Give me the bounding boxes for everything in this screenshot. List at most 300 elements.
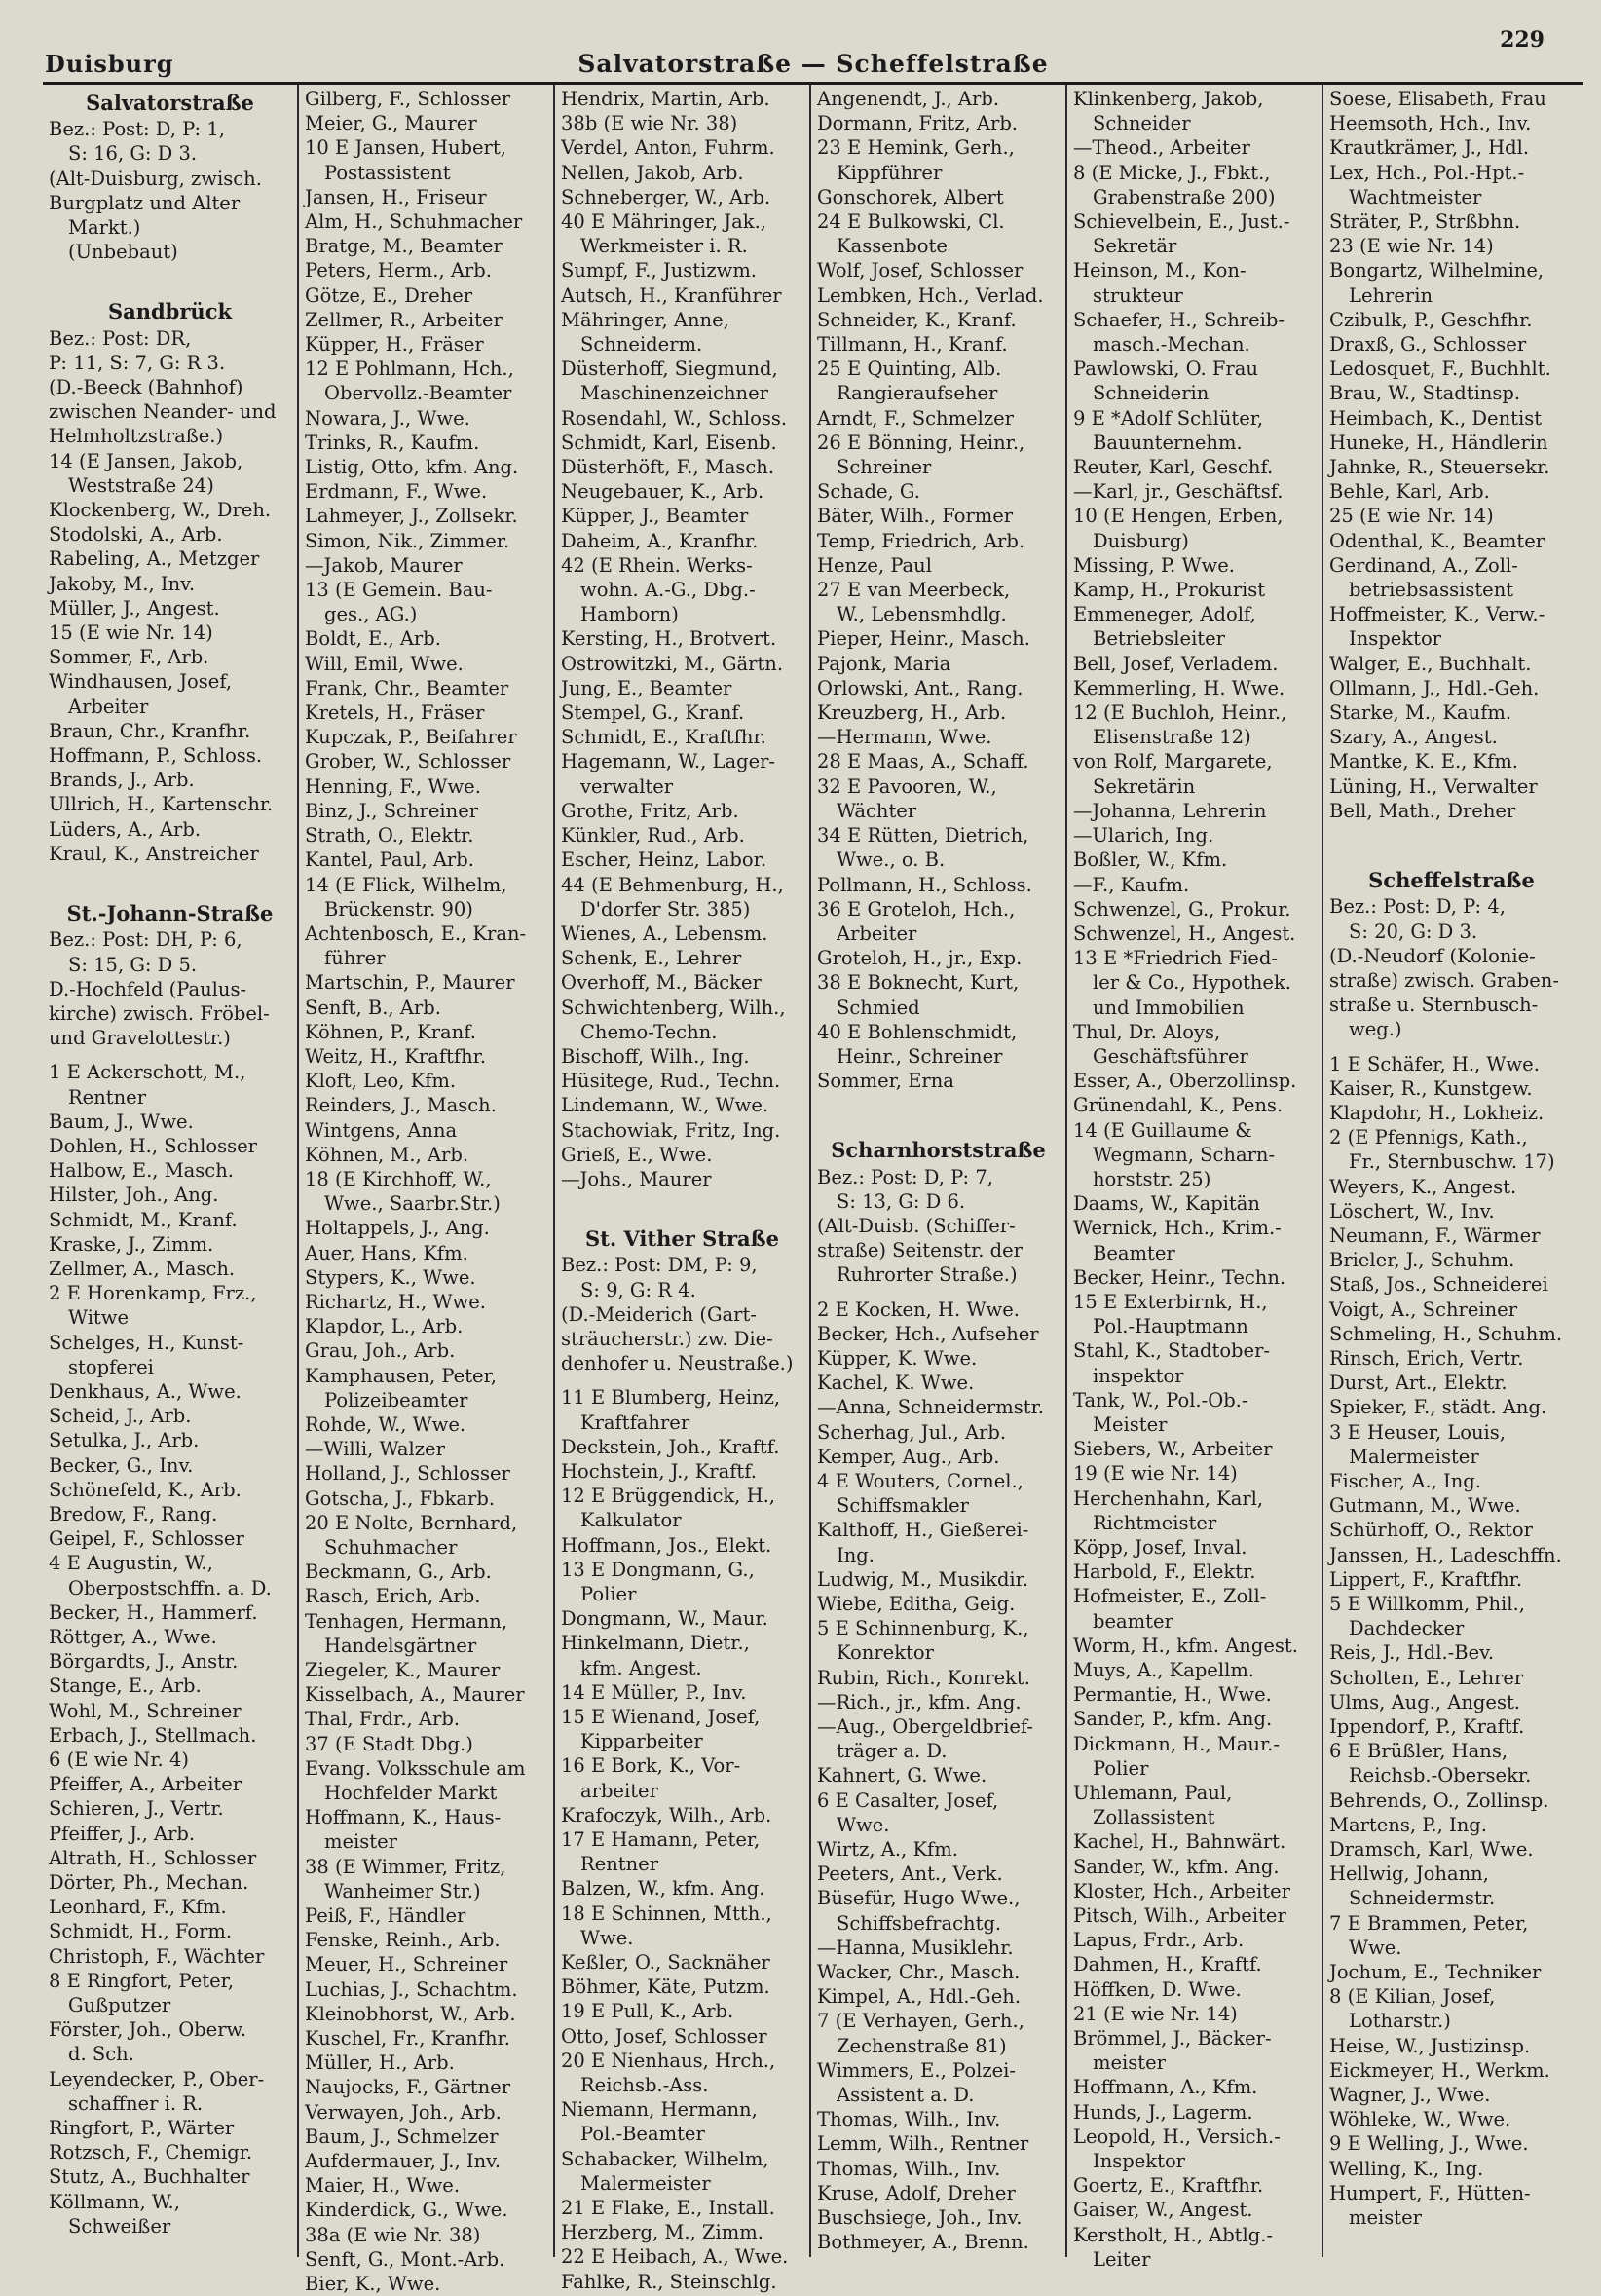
directory-entry: Götze, E., Dreher xyxy=(305,283,473,307)
directory-entry: 37 (E Stadt Dbg.) xyxy=(305,1732,473,1755)
directory-entry: Dickmann, H., Maur.- xyxy=(1073,1732,1280,1755)
directory-entry: Wwe. xyxy=(1349,1936,1402,1959)
directory-entry: Binz, J., Schreiner xyxy=(305,799,479,822)
directory-entry: Bez.: Post: DM, P: 9, xyxy=(561,1254,758,1277)
directory-entry: von Rolf, Margarete, xyxy=(1073,750,1273,773)
directory-column xyxy=(43,85,299,2257)
directory-entry: Wolf, Josef, Schlosser xyxy=(817,259,1024,282)
directory-entry: Behrends, O., Zollinsp. xyxy=(1329,1788,1549,1812)
directory-entry: und Immobilien xyxy=(1093,996,1245,1019)
directory-entry: Heise, W., Justizinsp. xyxy=(1329,2034,1531,2057)
directory-entry: Böhmer, Käte, Putzm. xyxy=(561,1976,770,1999)
directory-entry: Zollassistent xyxy=(1093,1806,1215,1829)
directory-entry: Wegmann, Scharn- xyxy=(1093,1143,1276,1166)
directory-entry: Peiß, F., Händler xyxy=(305,1904,466,1928)
directory-entry: Börgardts, J., Anstr. xyxy=(49,1650,239,1674)
directory-entry: Kupczak, P., Beifahrer xyxy=(305,726,517,749)
directory-entry: Büsefür, Hugo Wwe., xyxy=(817,1887,1021,1910)
directory-entry: Buschsiege, Joh., Inv. xyxy=(817,2206,1023,2230)
directory-entry: Aufdermauer, J., Inv. xyxy=(305,2150,502,2173)
directory-entry: Bongartz, Wilhelmine, xyxy=(1329,259,1545,282)
directory-entry: Schelges, H., Kunst- xyxy=(49,1331,244,1354)
directory-entry: 18 (E Kirchhoff, W., xyxy=(305,1167,492,1190)
directory-entry: Schmidt, E., Kraftfhr. xyxy=(561,726,766,749)
directory-entry: Arndt, F., Schmelzer xyxy=(817,406,1015,430)
directory-entry: Nowara, J., Wwe. xyxy=(305,406,470,430)
directory-entry: Jung, E., Beamter xyxy=(561,676,732,699)
directory-entry: 25 E Quinting, Alb. xyxy=(817,358,1002,381)
directory-entry: —Rich., jr., kfm. Ang. xyxy=(817,1690,1022,1713)
directory-entry: Bez.: Post: D, P: 1, xyxy=(49,118,225,141)
directory-entry: Pajonk, Maria xyxy=(817,652,951,675)
directory-entry: 27 E van Meerbeck, xyxy=(817,579,1011,602)
directory-entry: Brückenstr. 90) xyxy=(324,897,473,921)
directory-entry: Wwe. xyxy=(837,1813,890,1836)
directory-entry: Trinks, R., Kaufm. xyxy=(305,431,480,454)
directory-entry: S: 13, G: D 6. xyxy=(837,1189,966,1213)
directory-entry: Sekretärin xyxy=(1093,774,1196,798)
directory-entry: Leiter xyxy=(1093,2247,1151,2271)
directory-entry: Kleinobhorst, W., Arb. xyxy=(305,2002,516,2025)
directory-entry: betriebsassistent xyxy=(1349,579,1514,602)
directory-entry: Hellwig, Johann, xyxy=(1329,1863,1489,1886)
directory-entry: straße) Seitenstr. der xyxy=(817,1239,1023,1262)
directory-entry: Wacker, Chr., Masch. xyxy=(817,1961,1021,1984)
directory-entry: Maier, H., Wwe. xyxy=(305,2174,461,2198)
directory-entry: Sander, P., kfm. Ang. xyxy=(1073,1708,1273,1731)
directory-entry: Verdel, Anton, Fuhrm. xyxy=(561,136,775,160)
directory-entry: —Theod., Arbeiter xyxy=(1073,136,1250,160)
directory-entry: Grünendahl, K., Pens. xyxy=(1073,1094,1284,1117)
directory-entry: Emmeneger, Adolf, xyxy=(1073,603,1256,626)
directory-entry: —Johanna, Lehrerin xyxy=(1073,799,1267,822)
directory-entry: Schmied xyxy=(837,996,920,1019)
directory-entry: d. Sch. xyxy=(68,2043,134,2066)
directory-entry: 1 E Ackerschott, M., xyxy=(49,1061,246,1084)
directory-entry: Erbach, J., Stellmach. xyxy=(49,1723,257,1747)
directory-entry: 14 (E Flick, Wilhelm, xyxy=(305,873,507,896)
directory-entry: Siebers, W., Arbeiter xyxy=(1073,1438,1273,1461)
directory-entry: Denkhaus, A., Wwe. xyxy=(49,1379,242,1403)
directory-entry: 15 E Exterbirnk, H., xyxy=(1073,1290,1268,1313)
directory-entry: arbeiter xyxy=(580,1779,658,1802)
directory-entry: Kamphausen, Peter, xyxy=(305,1364,497,1387)
directory-entry: 38 E Boknecht, Kurt, xyxy=(817,971,1020,995)
directory-entry: Scheid, J., Arb. xyxy=(49,1405,192,1428)
directory-entry: Henze, Paul xyxy=(817,553,932,577)
directory-entry: Kachel, K. Wwe. xyxy=(817,1372,975,1395)
directory-entry: 11 E Blumberg, Heinz, xyxy=(561,1386,781,1410)
directory-entry: —F., Kaufm. xyxy=(1073,873,1190,896)
directory-entry: Kretels, H., Fräser xyxy=(305,701,485,725)
directory-entry: 28 E Maas, A., Schaff. xyxy=(817,750,1029,773)
directory-entry: Röttger, A., Wwe. xyxy=(49,1625,217,1648)
directory-entry: Angenendt, J., Arb. xyxy=(817,88,1000,110)
directory-entry: Herchenhahn, Karl, xyxy=(1073,1487,1264,1510)
directory-entry: Boldt, E., Arb. xyxy=(305,627,441,651)
directory-entry: Chemo-Techn. xyxy=(580,1020,718,1043)
directory-entry: 21 (E wie Nr. 14) xyxy=(1073,2002,1238,2025)
directory-entry: Konrektor xyxy=(837,1641,934,1665)
directory-entry: Sumpf, F., Justizwm. xyxy=(561,259,758,282)
directory-entry: Rabeling, A., Metzger xyxy=(49,547,260,571)
directory-entry: Ulms, Aug., Angest. xyxy=(1329,1690,1520,1713)
directory-entry: Dahmen, H., Kraftf. xyxy=(1073,1953,1262,1976)
directory-entry: Zellmer, A., Masch. xyxy=(49,1257,236,1280)
directory-entry: Lüning, H., Verwalter xyxy=(1329,774,1538,798)
directory-entry: Lüders, A., Arb. xyxy=(49,817,202,841)
directory-entry: Pfeiffer, A., Arbeiter xyxy=(49,1773,242,1796)
directory-entry: Jahnke, R., Steuersekr. xyxy=(1329,456,1550,479)
directory-entry: Grau, Joh., Arb. xyxy=(305,1339,456,1363)
spacer xyxy=(49,264,291,295)
directory-entry: Stange, E., Arb. xyxy=(49,1675,202,1698)
directory-entry: Ziegeler, K., Maurer xyxy=(305,1659,501,1681)
directory-entry: Huneke, H., Händlerin xyxy=(1329,431,1548,454)
directory-entry: 34 E Rütten, Dietrich, xyxy=(817,824,1029,847)
directory-entry: Halbow, E., Masch. xyxy=(49,1159,234,1183)
directory-entry: 8 (E Kilian, Josef, xyxy=(1329,1985,1496,2009)
directory-entry: Achtenbosch, E., Kran- xyxy=(305,922,527,945)
directory-entry: Dohlen, H., Schlosser xyxy=(49,1134,257,1157)
directory-entry: Becker, G., Inv. xyxy=(49,1453,194,1477)
directory-entry: Kippführer xyxy=(837,161,943,184)
directory-entry: Simon, Nik., Zimmer. xyxy=(305,529,510,552)
directory-entry: Schaefer, H., Schreib- xyxy=(1073,308,1285,331)
directory-entry: Kreuzberg, H., Arb. xyxy=(817,701,1007,725)
directory-entry: Kinderdick, G., Wwe. xyxy=(305,2199,508,2222)
directory-entry: 10 E Jansen, Hubert, xyxy=(305,136,506,160)
directory-entry: Schneider, K., Kranf. xyxy=(817,308,1017,331)
directory-entry: Polizeibeamter xyxy=(324,1388,468,1411)
directory-entry: Polier xyxy=(1093,1756,1149,1780)
directory-entry: Lembken, Hch., Verlad. xyxy=(817,283,1044,307)
directory-entry: horststr. 25) xyxy=(1093,1167,1211,1190)
directory-entry: Permantie, H., Wwe. xyxy=(1073,1683,1272,1707)
directory-entry: Reichsb.-Ass. xyxy=(580,2074,709,2097)
directory-entry: Müller, H., Arb. xyxy=(305,2051,455,2075)
directory-entry: 23 (E wie Nr. 14) xyxy=(1329,235,1494,258)
directory-entry: Witwe xyxy=(68,1306,130,1330)
directory-entry: (D.-Neudorf (Kolonie- xyxy=(1329,944,1536,967)
directory-entry: Fr., Sternbuschw. 17) xyxy=(1349,1150,1555,1174)
directory-entry: 14 (E Guillaume & xyxy=(1073,1118,1252,1142)
directory-entry: Baum, J., Schmelzer xyxy=(305,2125,499,2148)
directory-entry: Hilster, Joh., Ang. xyxy=(49,1184,219,1207)
directory-entry: Schmidt, Karl, Eisenb. xyxy=(561,431,777,454)
directory-entry: Bothmeyer, A., Brenn. xyxy=(817,2231,1029,2254)
directory-entry: Lippert, F., Kraftfhr. xyxy=(1329,1567,1523,1591)
directory-entry: 7 E Brammen, Peter, xyxy=(1329,1911,1529,1935)
spacer xyxy=(1329,823,1574,854)
directory-entry: Altrath, H., Schlosser xyxy=(49,1846,257,1869)
directory-entry: 2 E Horenkamp, Frz., xyxy=(49,1282,257,1305)
directory-entry: S: 9, G: R 4. xyxy=(580,1278,696,1301)
directory-entry: Lindemann, W., Wwe. xyxy=(561,1094,769,1117)
directory-entry: Lehrerin xyxy=(1349,283,1433,307)
street-range-title: Salvatorstraße — Scheffelstraße xyxy=(577,50,1049,78)
spacer xyxy=(49,866,291,897)
directory-entry: Christoph, F., Wächter xyxy=(49,1944,265,1968)
directory-entry: Burgplatz und Alter xyxy=(49,191,241,214)
directory-entry: Behle, Karl, Arb. xyxy=(1329,480,1490,504)
directory-entry: Küpper, K. Wwe. xyxy=(817,1346,978,1370)
directory-entry: weg.) xyxy=(1349,1018,1402,1041)
directory-entry: Hunds, J., Lagerm. xyxy=(1073,2100,1253,2124)
directory-entry: Lapus, Frdr., Arb. xyxy=(1073,1929,1245,1952)
directory-entry: Auer, Hans, Kfm. xyxy=(305,1241,468,1264)
directory-entry: 13 (E Gemein. Bau- xyxy=(305,579,493,602)
directory-entry: Will, Emil, Wwe. xyxy=(305,652,464,675)
spacer xyxy=(1329,854,1574,864)
directory-entry: Sommer, Erna xyxy=(817,1070,954,1093)
directory-entry: Rentner xyxy=(68,1085,147,1109)
directory-entry: Gußputzer xyxy=(68,1994,171,2017)
directory-entry: Rentner xyxy=(580,1853,659,1876)
directory-entry: Gonschorek, Albert xyxy=(817,185,1004,208)
directory-entry: Gaiser, W., Angest. xyxy=(1073,2199,1253,2222)
directory-entry: Heimbach, K., Dentist xyxy=(1329,406,1543,430)
directory-entry: Jakoby, M., Inv. xyxy=(49,572,196,595)
directory-entry: Wagner, J., Wwe. xyxy=(1329,2084,1491,2107)
directory-entry: Maschinenzeichner xyxy=(580,382,768,405)
directory-entry: Rohde, W., Wwe. xyxy=(305,1412,466,1436)
directory-entry: Dörter, Ph., Mechan. xyxy=(49,1871,249,1895)
directory-entry: Schneiderm. xyxy=(580,333,703,357)
directory-entry: meister xyxy=(324,1830,397,1854)
directory-entry: Stempel, G., Kranf. xyxy=(561,701,745,725)
directory-entry: Kraftfahrer xyxy=(580,1411,690,1434)
directory-entry: Bell, Josef, Verladem. xyxy=(1073,652,1279,675)
directory-entry: (D.-Beeck (Bahnhof) xyxy=(49,376,243,399)
directory-entry: Rasch, Erich, Arb. xyxy=(305,1585,481,1608)
directory-entry: 16 E Bork, K., Vor- xyxy=(561,1754,741,1778)
directory-entry: Schneberger, W., Arb. xyxy=(561,185,771,208)
directory-entry: Stachowiak, Fritz, Ing. xyxy=(561,1118,781,1142)
directory-entry: Beamter xyxy=(1093,1241,1175,1264)
directory-entry: Bratge, M., Beamter xyxy=(305,235,503,258)
directory-entry: Holtappels, J., Ang. xyxy=(305,1217,490,1240)
street-heading: Salvatorstraße xyxy=(86,91,254,115)
directory-entry: Helmholtzstraße.) xyxy=(49,425,224,448)
directory-entry: Köllmann, W., xyxy=(49,2190,180,2213)
directory-entry: Hoffmann, P., Schloss. xyxy=(49,744,263,768)
directory-entry: Bell, Math., Dreher xyxy=(1329,799,1516,822)
directory-entry: Jochum, E., Techniker xyxy=(1329,1961,1542,1984)
directory-entry: Muys, A., Kapellm. xyxy=(1073,1659,1255,1681)
directory-entry: Lahmeyer, J., Zollsekr. xyxy=(305,505,518,528)
directory-entry: 13 E Dongmann, G., xyxy=(561,1558,755,1581)
directory-column xyxy=(555,85,811,2293)
directory-entry: inspektor xyxy=(1093,1364,1184,1387)
directory-entry: Kalthoff, H., Gießerei- xyxy=(817,1519,1029,1542)
directory-entry: Elisenstraße 12) xyxy=(1093,726,1251,749)
directory-entry: beamter xyxy=(1093,1609,1173,1633)
directory-entry: 9 E *Adolf Schlüter, xyxy=(1073,406,1264,430)
directory-entry: Zechenstraße 81) xyxy=(837,2034,1007,2057)
directory-entry: Listig, Otto, kfm. Ang. xyxy=(305,456,519,479)
directory-entry: Scherhag, Jul., Arb. xyxy=(817,1420,1007,1444)
directory-entry: S: 20, G: D 3. xyxy=(1349,920,1478,943)
directory-entry: Rubin, Rich., Konrekt. xyxy=(817,1666,1030,1689)
directory-entry: Schwichtenberg, Wilh., xyxy=(561,996,786,1019)
directory-entry: S: 15, G: D 5. xyxy=(68,953,198,976)
directory-entry: Ollmann, J., Hdl.-Geh. xyxy=(1329,676,1540,699)
directory-entry: Hüsitege, Rud., Techn. xyxy=(561,1070,781,1093)
directory-entry: Kimpel, A., Hdl.-Geh. xyxy=(817,1985,1022,2009)
directory-entry: Heinr., Schreiner xyxy=(837,1044,1003,1068)
directory-entry: Schuhmacher xyxy=(324,1535,458,1559)
directory-entry: Erdmann, F., Wwe. xyxy=(305,480,488,504)
directory-entry: Draxß, G., Schlosser xyxy=(1329,333,1527,357)
directory-entry: schaffner i. R. xyxy=(68,2091,204,2115)
directory-entry: 4 E Wouters, Cornel., xyxy=(817,1469,1024,1492)
directory-entry: Wimmers, E., Polzei- xyxy=(817,2058,1016,2082)
directory-entry: 6 (E wie Nr. 4) xyxy=(49,1749,189,1771)
directory-entry: Kerstholt, H., Abtlg.- xyxy=(1073,2223,1274,2246)
spacer xyxy=(561,1375,803,1385)
directory-entry: Kuschel, Fr., Kranfhr. xyxy=(305,2027,510,2051)
directory-entry: Boßler, W., Kfm. xyxy=(1073,848,1228,872)
directory-entry: Wohl, M., Schreiner xyxy=(49,1699,242,1722)
directory-entry: Klapdohr, H., Lokheiz. xyxy=(1329,1101,1545,1124)
directory-entry: Meister xyxy=(1093,1412,1168,1436)
directory-entry: Kemper, Aug., Arb. xyxy=(817,1445,1000,1468)
directory-entry: 8 (E Micke, J., Fbkt., xyxy=(1073,161,1271,184)
directory-entry: Hagemann, W., Lager- xyxy=(561,750,776,773)
directory-entry: Dachdecker xyxy=(1349,1617,1465,1640)
directory-entry: 21 E Flake, E., Install. xyxy=(561,2197,775,2220)
directory-entry: Ippendorf, P., Kraftf. xyxy=(1329,1715,1525,1738)
directory-entry: Fischer, A., Ing. xyxy=(1329,1469,1481,1492)
directory-entry: Mantke, K. E., Kfm. xyxy=(1329,750,1519,773)
directory-entry: Hochstein, J., Kraftf. xyxy=(561,1459,757,1483)
directory-entry: Ledosquet, F., Buchhlt. xyxy=(1329,358,1551,381)
directory-column xyxy=(1323,85,1580,2257)
directory-entry: Stodolski, A., Arb. xyxy=(49,523,223,546)
directory-entry: 22 E Heibach, A., Wwe. xyxy=(561,2245,789,2269)
directory-entry: Brömmel, J., Bäcker- xyxy=(1073,2027,1272,2051)
directory-entry: Kraul, K., Anstreicher xyxy=(49,842,259,865)
directory-entry: Oberpostschffn. a. D. xyxy=(68,1576,272,1600)
directory-entry: P: 11, S: 7, G: R 3. xyxy=(49,351,226,374)
directory-entry: Eickmeyer, H., Werkm. xyxy=(1329,2058,1550,2082)
directory-entry: —Jakob, Maurer xyxy=(305,553,463,577)
directory-entry: Senft, G., Mont.-Arb. xyxy=(305,2247,505,2271)
directory-entry: Klapdor, L., Arb. xyxy=(305,1315,464,1338)
directory-entry: Küpper, H., Fräser xyxy=(305,333,484,357)
directory-entry: Schwenzel, G., Prokur. xyxy=(1073,897,1291,921)
directory-entry: Strath, O., Elektr. xyxy=(305,824,474,847)
directory-entry: Pol.-Hauptmann xyxy=(1093,1315,1248,1338)
directory-entry: 19 E Pull, K., Arb. xyxy=(561,2000,734,2023)
directory-entry: Reis, J., Hdl.-Bev. xyxy=(1329,1641,1495,1665)
directory-entry: Bier, K., Wwe. xyxy=(305,2273,441,2296)
directory-entry: Hofmeister, E., Zoll- xyxy=(1073,1585,1267,1608)
street-heading: St.-Johann-Straße xyxy=(66,901,274,926)
directory-entry: 20 E Nolte, Bernhard, xyxy=(305,1511,518,1534)
directory-entry: sträucherstr.) zw. Die- xyxy=(561,1327,773,1350)
directory-entry: straße u. Sternbusch- xyxy=(1329,994,1539,1017)
directory-entry: Pieper, Heinr., Masch. xyxy=(817,627,1030,651)
street-heading: Scheffelstraße xyxy=(1368,868,1535,893)
directory-entry: Klinkenberg, Jakob, xyxy=(1073,88,1264,110)
directory-entry: Thomas, Wilh., Inv. xyxy=(817,2157,1001,2180)
directory-column xyxy=(1067,85,1323,2271)
directory-entry: Brau, W., Stadtinsp. xyxy=(1329,382,1521,405)
directory-entry: Inspektor xyxy=(1349,627,1442,651)
directory-entry: 15 (E wie Nr. 14) xyxy=(49,621,213,645)
directory-entry: 4 E Augustin, W., xyxy=(49,1552,213,1575)
directory-entry: Krafoczyk, Wilh., Arb. xyxy=(561,1803,772,1826)
directory-entry: Kipparbeiter xyxy=(580,1730,703,1753)
city-heading: Duisburg xyxy=(45,50,174,78)
directory-entry: Holland, J., Schlosser xyxy=(305,1462,510,1486)
directory-entry: —Willi, Walzer xyxy=(305,1438,445,1461)
directory-entry: Ludwig, M., Musikdir. xyxy=(817,1567,1029,1591)
directory-entry: 12 (E Buchloh, Heinr., xyxy=(1073,701,1287,725)
directory-entry: Balzen, W., kfm. Ang. xyxy=(561,1877,765,1901)
directory-entry: 20 E Nienhaus, Hrch., xyxy=(561,2049,776,2072)
directory-entry: Pitsch, Wilh., Arbeiter xyxy=(1073,1904,1286,1928)
directory-entry: Kemmerling, H. Wwe. xyxy=(1073,676,1285,699)
directory-entry: 17 E Hamann, Peter, xyxy=(561,1828,761,1852)
directory-entry: 14 E Müller, P., Inv. xyxy=(561,1680,747,1704)
directory-entry: Lex, Hch., Pol.-Hpt.- xyxy=(1329,161,1525,184)
directory-entry: Peters, Herm., Arb. xyxy=(305,259,492,282)
directory-entry: Escher, Heinz, Labor. xyxy=(561,848,767,872)
directory-entry: Senft, B., Arb. xyxy=(305,996,441,1019)
directory-entry: 32 E Pavooren, W., xyxy=(817,774,997,798)
directory-entry: Schmeling, H., Schuhm. xyxy=(1329,1322,1563,1345)
directory-entry: denhofer u. Neustraße.) xyxy=(561,1352,794,1375)
spacer xyxy=(817,1124,1060,1134)
directory-entry: Meier, G., Maurer xyxy=(305,112,477,135)
directory-entry: Förster, Joh., Oberw. xyxy=(49,2018,247,2042)
directory-entry: Pollmann, H., Schloss. xyxy=(817,873,1032,896)
directory-entry: Schabacker, Wilhelm, xyxy=(561,2147,769,2170)
street-heading: Scharnhorststraße xyxy=(831,1138,1046,1163)
directory-entry: Krautkrämer, J., Hdl. xyxy=(1329,136,1530,160)
directory-entry: —Hermann, Wwe. xyxy=(817,726,992,749)
directory-entry: Dongmann, W., Maur. xyxy=(561,1607,768,1631)
directory-entry: Schiffsbefrachtg. xyxy=(837,1911,1002,1935)
directory-entry: Orlowski, Ant., Rang. xyxy=(817,676,1024,699)
directory-entry: Dramsch, Karl, Wwe. xyxy=(1329,1838,1534,1862)
directory-entry: Grabenstraße 200) xyxy=(1093,185,1276,208)
directory-entry: Brands, J., Arb. xyxy=(49,769,195,792)
directory-entry: Scholten, E., Lehrer xyxy=(1329,1666,1524,1689)
directory-entry: Alm, H., Schuhmacher xyxy=(305,210,523,234)
directory-entry: und Gravelottestr.) xyxy=(49,1027,231,1050)
directory-entry: Walger, E., Buchhalt. xyxy=(1329,652,1532,675)
directory-entry: 2 E Kocken, H. Wwe. xyxy=(817,1298,1020,1321)
directory-entry: 15 E Wienand, Josef, xyxy=(561,1706,761,1728)
directory-entry: Bez.: Post: DH, P: 6, xyxy=(49,928,242,952)
directory-entry: Uhlemann, Paul, xyxy=(1073,1782,1233,1805)
directory-entry: Fahlke, R., Steinschlg. xyxy=(561,2270,777,2293)
directory-entry: Lotharstr.) xyxy=(1349,2010,1451,2033)
directory-entry: Malermeister xyxy=(1349,1445,1479,1468)
directory-entry: Ullrich, H., Kartenschr. xyxy=(49,793,274,816)
directory-entry: Naujocks, F., Gärtner xyxy=(305,2076,511,2099)
directory-entry: Gilberg, F., Schlosser xyxy=(305,88,511,110)
directory-entry: Stypers, K., Wwe. xyxy=(305,1265,476,1289)
directory-entry: Kraske, J., Zimm. xyxy=(49,1232,214,1256)
directory-entry: Becker, Hch., Aufseher xyxy=(817,1322,1039,1345)
directory-entry: Henning, F., Wwe. xyxy=(305,774,481,798)
directory-entry: Kloster, Hch., Arbeiter xyxy=(1073,1879,1290,1902)
